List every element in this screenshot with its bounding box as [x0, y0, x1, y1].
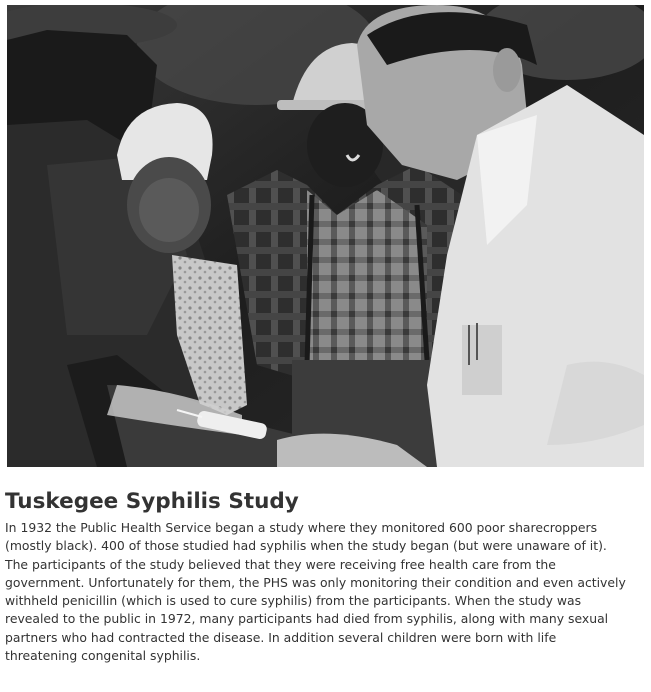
photo-illustration [7, 5, 644, 467]
article-line: (mostly black). 400 of those studied had syphilis when the study began (but were unaware of it). [5, 538, 607, 554]
historical-photo [7, 5, 644, 467]
article-line: partners who had contracted the disease. In addition several children were born with life [5, 629, 557, 645]
article-line: withheld penicillin (which is used to cure syphilis) from the participants. When the study was [5, 593, 582, 609]
article-body [5, 519, 647, 665]
article-line: revealed to the public in 1972, many participants had died from syphilis, along with many sexual [5, 611, 609, 627]
article-line: The participants of the study believed that they were receiving free health care from the [5, 556, 556, 572]
article-title: Tuskegee Syphilis Study [5, 489, 299, 514]
article-line: government. Unfortunately for them, the PHS was only monitoring their condition and even actively [5, 574, 626, 590]
article-line: In 1932 the Public Health Service began a study where they monitored 600 poor sharecroppers [5, 520, 598, 535]
article-line: threatening congenital syphilis. [5, 648, 201, 664]
